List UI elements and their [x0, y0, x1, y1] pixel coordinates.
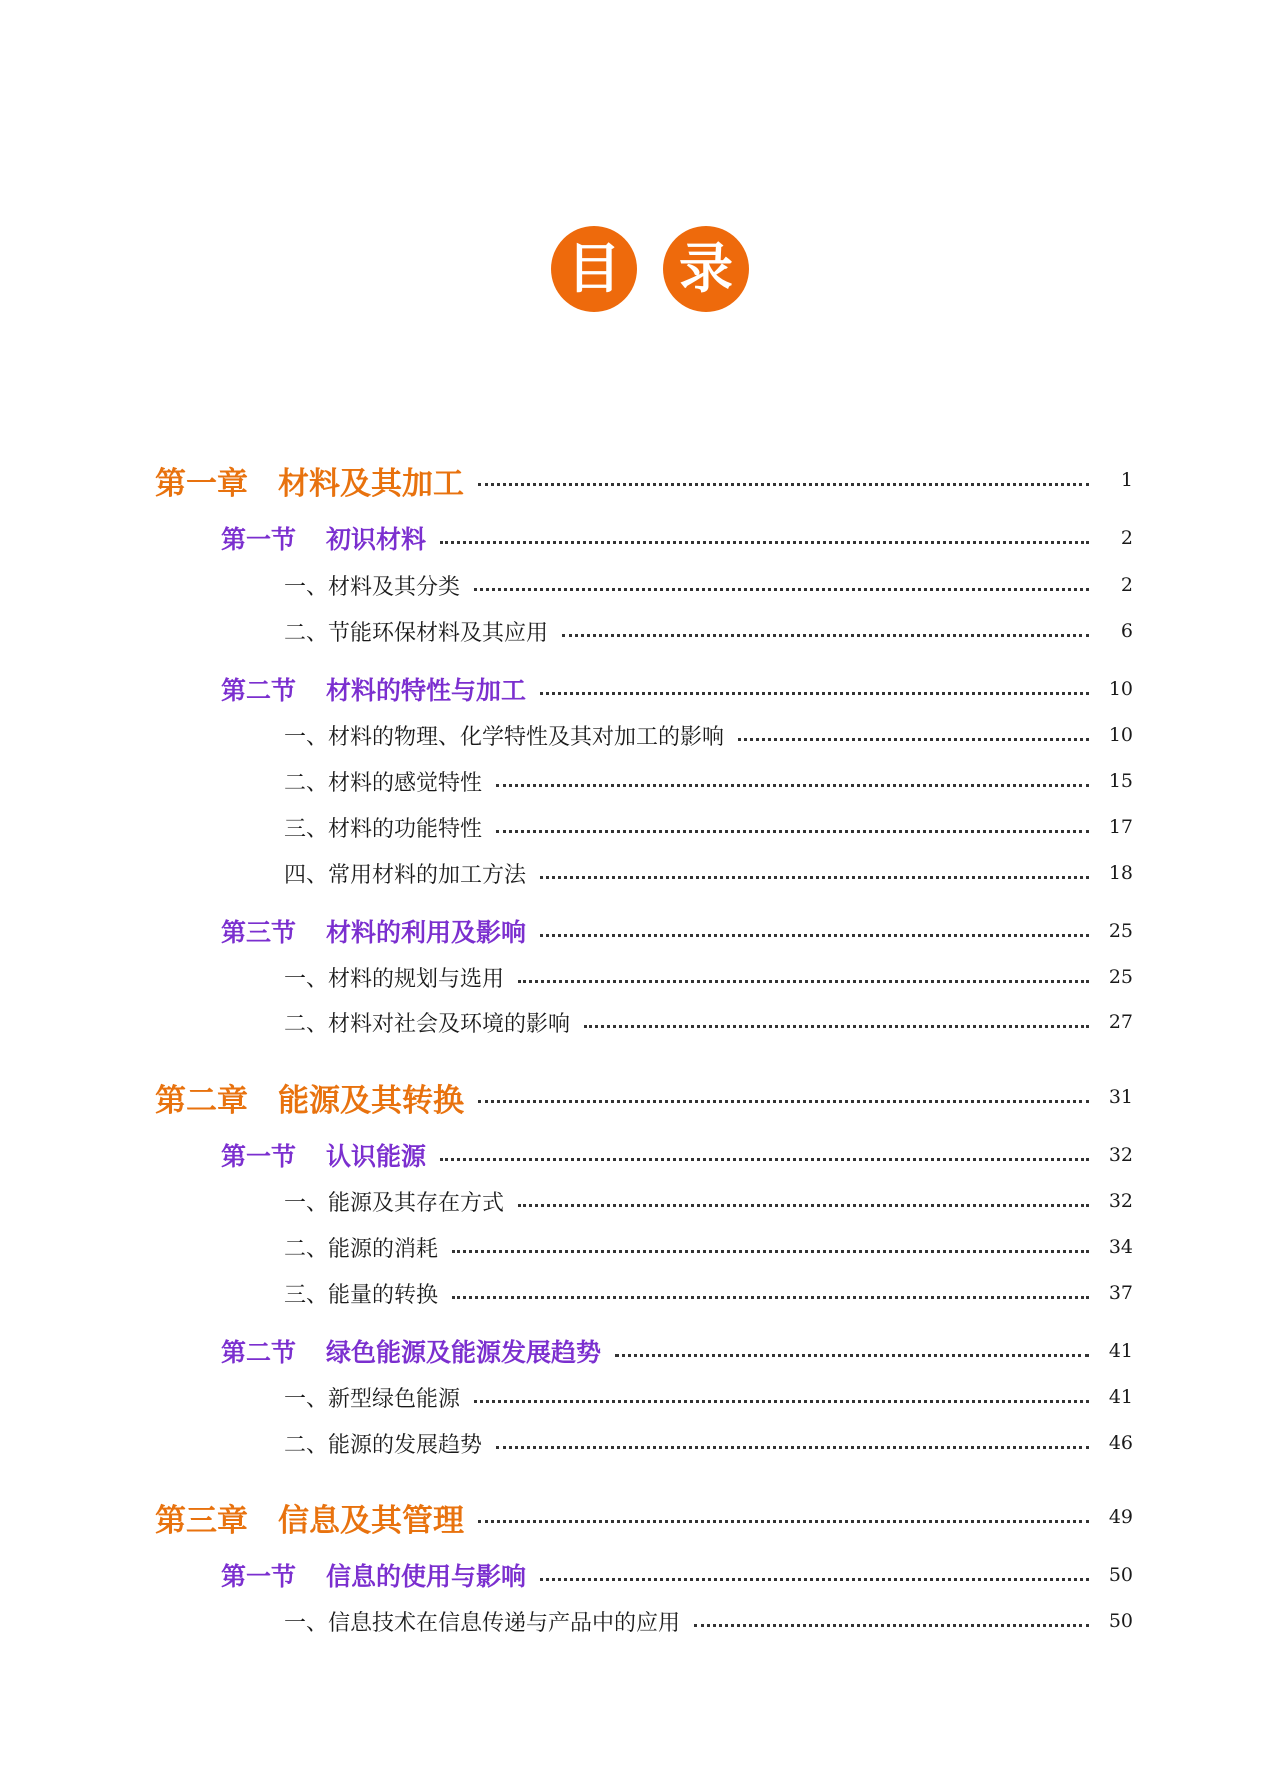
toc-item[interactable]: [284, 1606, 1133, 1636]
toc-entry-title: 二、能源的发展趋势: [284, 1432, 483, 1458]
toc-entry-title: 一、信息技术在信息传递与产品中的应用: [284, 1610, 681, 1636]
toc-entry-title: [155, 458, 464, 503]
toc-page-number: 2: [1120, 527, 1133, 549]
toc-leader-dots: [478, 483, 1089, 486]
toc-leader-dots: [615, 1354, 1089, 1357]
toc-chapter[interactable]: [155, 1077, 1133, 1117]
toc-page-number: 50: [1108, 1564, 1133, 1586]
toc-leader-dots: [440, 1158, 1089, 1161]
toc-page-number: 25: [1108, 920, 1133, 942]
toc-entry-title: 二、节能环保材料及其应用: [284, 620, 549, 646]
toc-section[interactable]: [221, 1558, 1133, 1592]
toc-entry-text: 信息及其管理: [278, 1502, 464, 1539]
title-char-2: 录: [663, 226, 749, 312]
toc-entry-text: 初识材料: [326, 525, 427, 554]
toc-page-number: 41: [1108, 1340, 1133, 1362]
toc-entry-title: [221, 520, 426, 556]
toc-item[interactable]: [284, 1428, 1133, 1458]
toc-entry-label: 第一章: [155, 465, 248, 502]
toc-page-number: 49: [1108, 1506, 1133, 1528]
toc-section[interactable]: [221, 1334, 1133, 1368]
toc-entry-text: 材料的特性与加工: [326, 676, 527, 705]
toc-leader-dots: [540, 692, 1089, 695]
toc-entry-label: 第一节: [221, 1142, 297, 1171]
toc-page-number: 27: [1108, 1011, 1133, 1033]
toc-leader-dots: [584, 1025, 1089, 1028]
toc-entry-label: 第二节: [221, 1338, 297, 1367]
toc-item[interactable]: [284, 812, 1133, 842]
toc-section[interactable]: [221, 521, 1133, 555]
toc-page-number: 25: [1108, 966, 1133, 988]
toc-entry-title: [221, 671, 526, 707]
toc-section[interactable]: [221, 672, 1133, 706]
toc-entry-title: [221, 1333, 601, 1369]
toc-leader-dots: [452, 1250, 1089, 1253]
toc-entry-title: 一、新型绿色能源: [284, 1386, 461, 1412]
toc-entry-text: 材料及其加工: [278, 465, 464, 502]
toc-item[interactable]: [284, 858, 1133, 888]
toc-leader-dots: [738, 738, 1089, 741]
toc-item[interactable]: [284, 570, 1133, 600]
toc-entry-label: 第三节: [221, 918, 297, 947]
toc-chapter[interactable]: [155, 1497, 1133, 1537]
toc-page-number: 31: [1108, 1086, 1133, 1108]
toc-page-number: 32: [1108, 1190, 1133, 1212]
toc-entry-title: 三、能量的转换: [284, 1282, 439, 1308]
toc-page-number: 32: [1108, 1144, 1133, 1166]
toc-leader-dots: [452, 1296, 1089, 1299]
toc-entry-title: [155, 1495, 464, 1540]
toc-entry-title: [221, 913, 526, 949]
toc-entry-title: [221, 1137, 426, 1173]
toc-entry-title: 二、材料对社会及环境的影响: [284, 1011, 571, 1037]
toc-entry-label: 第三章: [155, 1502, 248, 1539]
title-char-1: 目: [551, 226, 637, 312]
toc-page-number: 10: [1108, 678, 1133, 700]
toc-entry-text: 绿色能源及能源发展趋势: [326, 1338, 602, 1367]
toc-entry-title: 四、常用材料的加工方法: [284, 862, 527, 888]
toc-entry-text: 认识能源: [326, 1142, 427, 1171]
toc-page-number: 41: [1108, 1386, 1133, 1408]
toc-leader-dots: [540, 934, 1089, 937]
toc-item[interactable]: [284, 720, 1133, 750]
toc-page-number: 6: [1120, 620, 1133, 642]
toc-item[interactable]: [284, 766, 1133, 796]
toc-leader-dots: [474, 1400, 1089, 1403]
toc-page-number: 1: [1120, 469, 1133, 491]
toc-entry-title: 一、材料的规划与选用: [284, 966, 505, 992]
toc-page-number: 37: [1108, 1282, 1133, 1304]
toc-leader-dots: [694, 1624, 1089, 1627]
toc-leader-dots: [496, 1446, 1089, 1449]
toc-leader-dots: [478, 1100, 1089, 1103]
toc-entry-title: 三、材料的功能特性: [284, 816, 483, 842]
toc-section[interactable]: [221, 914, 1133, 948]
toc-item[interactable]: [284, 1007, 1133, 1037]
toc-entry-title: 一、能源及其存在方式: [284, 1190, 505, 1216]
toc-entry-title: [221, 1557, 526, 1593]
toc-item[interactable]: [284, 1186, 1133, 1216]
toc-item[interactable]: [284, 1278, 1133, 1308]
toc-entry-title: 二、能源的消耗: [284, 1236, 439, 1262]
toc-entry-text: 信息的使用与影响: [326, 1562, 527, 1591]
toc-item[interactable]: [284, 1382, 1133, 1412]
toc-page-number: 15: [1108, 770, 1133, 792]
toc-entry-label: 第一节: [221, 525, 297, 554]
toc-leader-dots: [518, 1204, 1089, 1207]
toc-entry-text: 材料的利用及影响: [326, 918, 527, 947]
toc-item[interactable]: [284, 962, 1133, 992]
toc-page-number: 18: [1108, 862, 1133, 884]
toc-page-number: 34: [1108, 1236, 1133, 1258]
toc-item[interactable]: [284, 616, 1133, 646]
toc-leader-dots: [562, 634, 1089, 637]
toc-entry-title: 二、材料的感觉特性: [284, 770, 483, 796]
toc-leader-dots: [540, 1578, 1089, 1581]
toc-leader-dots: [496, 784, 1089, 787]
toc-entry-label: 第二节: [221, 676, 297, 705]
toc-entry-label: 第二章: [155, 1082, 248, 1119]
toc-entry-title: 一、材料及其分类: [284, 574, 461, 600]
toc-chapter[interactable]: [155, 460, 1133, 500]
toc-entry-text: 能源及其转换: [278, 1082, 464, 1119]
toc-leader-dots: [440, 541, 1089, 544]
toc-page-number: 2: [1120, 574, 1133, 596]
toc-leader-dots: [540, 876, 1089, 879]
toc-leader-dots: [478, 1520, 1089, 1523]
toc-page-number: 46: [1108, 1432, 1133, 1454]
toc-page-number: 50: [1108, 1610, 1133, 1632]
toc-leader-dots: [496, 830, 1089, 833]
toc-entry-title: [155, 1075, 464, 1120]
toc-entry-title: 一、材料的物理、化学特性及其对加工的影响: [284, 724, 725, 750]
toc-section[interactable]: [221, 1138, 1133, 1172]
toc-page-number: 10: [1108, 724, 1133, 746]
toc-leader-dots: [474, 588, 1089, 591]
toc-page-number: 17: [1108, 816, 1133, 838]
toc-entry-label: 第一节: [221, 1562, 297, 1591]
toc-leader-dots: [518, 980, 1089, 983]
toc-item[interactable]: [284, 1232, 1133, 1262]
